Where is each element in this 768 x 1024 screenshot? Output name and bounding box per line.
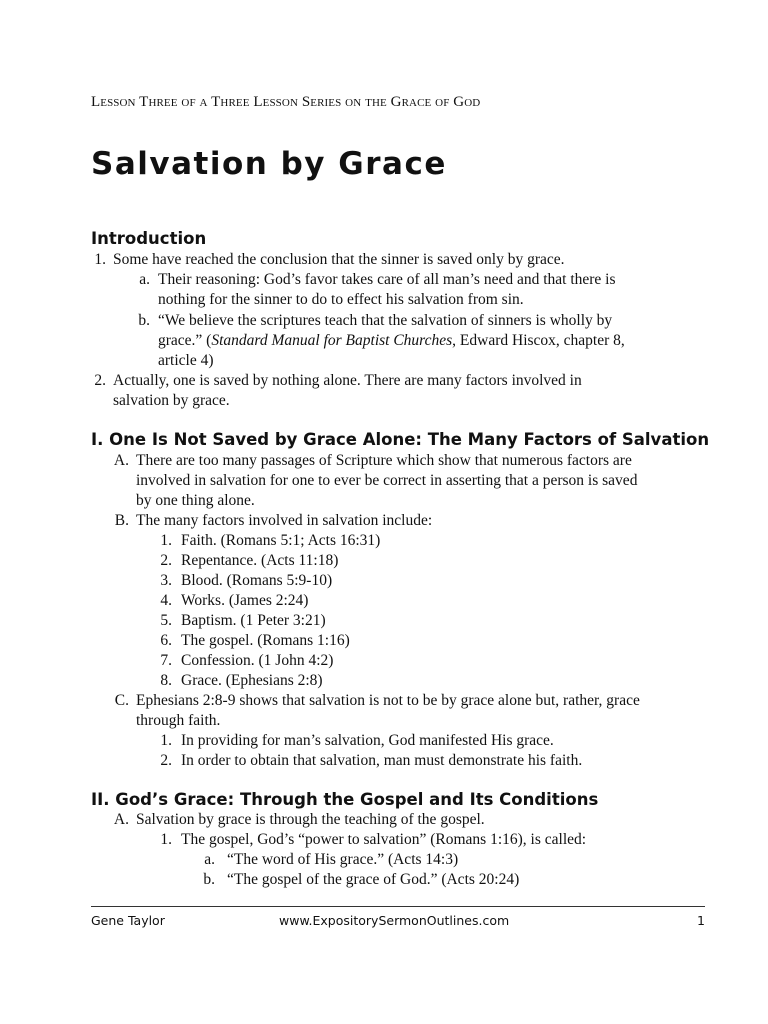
intro-2-marker: 2. bbox=[94, 372, 106, 389]
section-2-A-1-b-text: “The gospel of the grace of God.” (Acts 20:24) bbox=[227, 871, 520, 888]
intro-1b-line3: article 4) bbox=[158, 352, 214, 369]
intro-1a-marker: a. bbox=[139, 271, 150, 288]
section-1-C-2-text: In order to obtain that salvation, man must demonstrate his faith. bbox=[181, 752, 583, 769]
page-title: Salvation by Grace bbox=[91, 146, 447, 182]
section-2-A-1-b-marker: b. bbox=[203, 871, 215, 888]
manual-title-citation: Standard Manual for Baptist Churches bbox=[211, 332, 453, 349]
section-2-A-1-text: The gospel, God’s “power to salvation” (Romans 1:16), is called: bbox=[181, 831, 587, 848]
intro-heading: Introduction bbox=[91, 229, 207, 248]
section-1-B-marker: B. bbox=[114, 512, 129, 529]
factor-7-marker: 7. bbox=[160, 652, 172, 669]
section-1-A-marker: A. bbox=[113, 452, 129, 469]
section-2-heading: II. God’s Grace: Through the Gospel and Its Conditions bbox=[91, 790, 599, 809]
factor-1-text: Faith. (Romans 5:1; Acts 16:31) bbox=[181, 532, 381, 549]
factor-4-marker: 4. bbox=[160, 592, 172, 609]
intro-2-line2: salvation by grace. bbox=[113, 392, 230, 409]
footer-rule bbox=[91, 906, 705, 907]
section-1-heading: I. One Is Not Saved by Grace Alone: The Many Factors of Salvation bbox=[91, 430, 710, 449]
section-1-C-line1: Ephesians 2:8-9 shows that salvation is not to be by grace alone but, rather, grace bbox=[136, 692, 640, 709]
intro-1b-line1: “We believe the scriptures teach that the salvation of sinners is wholly by bbox=[158, 312, 613, 329]
section-2-A-1-a-text: “The word of His grace.” (Acts 14:3) bbox=[227, 851, 459, 868]
section-1-C-marker: C. bbox=[114, 692, 129, 709]
factor-3-marker: 3. bbox=[160, 572, 172, 589]
factor-8-text: Grace. (Ephesians 2:8) bbox=[181, 672, 323, 689]
footer-author: Gene Taylor bbox=[91, 913, 165, 928]
section-1-A-line3: by one thing alone. bbox=[136, 492, 255, 509]
factor-1-marker: 1. bbox=[160, 532, 172, 549]
intro-1b-line2-post: , Edward Hiscox, chapter 8, bbox=[452, 332, 625, 349]
footer-website-link[interactable]: www.ExpositorySermonOutlines.com bbox=[279, 913, 510, 928]
intro-1-text: Some have reached the conclusion that the sinner is saved only by grace. bbox=[113, 251, 565, 268]
factor-3-text: Blood. (Romans 5:9-10) bbox=[181, 572, 333, 589]
intro-1a-line1: Their reasoning: God’s favor takes care of all man’s need and that there is bbox=[158, 271, 616, 288]
intro-1b-marker: b. bbox=[138, 312, 150, 329]
section-1-A-line2: involved in salvation for one to ever be correct in asserting that a person is saved bbox=[136, 472, 638, 489]
factor-6-marker: 6. bbox=[160, 632, 172, 649]
factor-4-text: Works. (James 2:24) bbox=[181, 592, 309, 609]
lesson-series-header: Lesson Three of a Three Lesson Series on the Grace of God bbox=[91, 94, 481, 110]
section-2-A-1-marker: 1. bbox=[160, 831, 172, 848]
intro-1b-line2 bbox=[158, 331, 625, 351]
section-1-A-line1: There are too many passages of Scripture which show that numerous factors are bbox=[136, 452, 632, 469]
factor-5-marker: 5. bbox=[160, 612, 172, 629]
factor-7-text: Confession. (1 John 4:2) bbox=[181, 652, 334, 669]
section-2-A-marker: A. bbox=[113, 811, 129, 828]
factor-6-text: The gospel. (Romans 1:16) bbox=[181, 632, 350, 649]
section-1-C-line2: through faith. bbox=[136, 712, 221, 729]
factor-8-marker: 8. bbox=[160, 672, 172, 689]
factor-2-text: Repentance. (Acts 11:18) bbox=[181, 552, 339, 569]
intro-2-line1: Actually, one is saved by nothing alone. There are many factors involved in bbox=[113, 372, 582, 389]
intro-1b-line2-pre: grace.” ( bbox=[158, 332, 212, 349]
section-1-B-text: The many factors involved in salvation include: bbox=[136, 512, 433, 529]
factor-2-marker: 2. bbox=[160, 552, 172, 569]
section-1-C-2-marker: 2. bbox=[160, 752, 172, 769]
intro-1-marker: 1. bbox=[94, 251, 106, 268]
section-2-A-1-a-marker: a. bbox=[204, 851, 215, 868]
section-1-C-1-text: In providing for man’s salvation, God manifested His grace. bbox=[181, 732, 554, 749]
footer-page-number: 1 bbox=[697, 913, 705, 928]
section-2-A-text: Salvation by grace is through the teaching of the gospel. bbox=[136, 811, 485, 828]
section-1-C-1-marker: 1. bbox=[160, 732, 172, 749]
intro-1a-line2: nothing for the sinner to do to effect his salvation from sin. bbox=[158, 291, 524, 308]
factor-5-text: Baptism. (1 Peter 3:21) bbox=[181, 612, 326, 629]
